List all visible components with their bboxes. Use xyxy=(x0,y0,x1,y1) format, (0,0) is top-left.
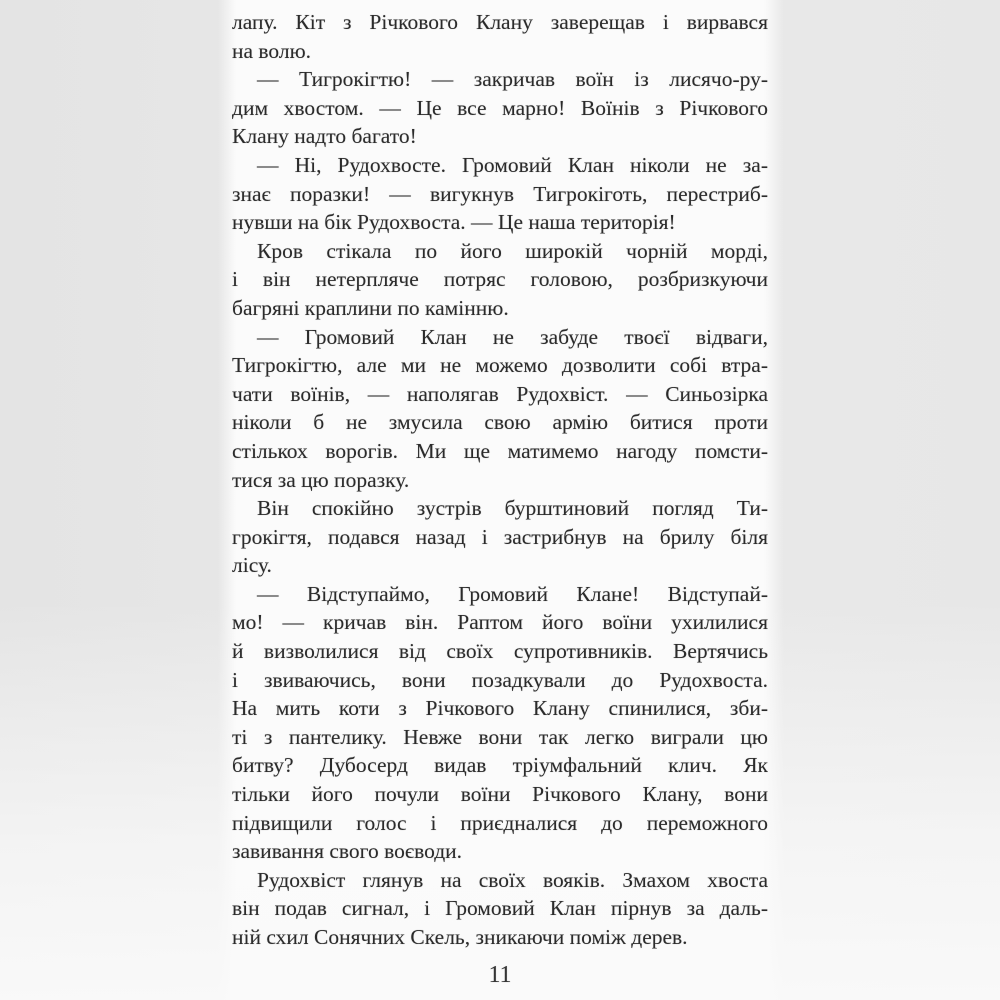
text-line: знає поразки! — вигукнув Тигрокіготь, перестриб- xyxy=(232,181,768,206)
text-line: завивання свого воєводи. xyxy=(232,839,463,864)
paragraph xyxy=(232,151,768,237)
text-line: битву? Дубосерд видав тріумфальний клич. Як xyxy=(232,753,768,778)
text-line: — Ні, Рудохвосте. Громовий Клан ніколи не за- xyxy=(257,152,768,177)
text-line: — Громовий Клан не забуде твоєї відваги, xyxy=(257,324,768,349)
text-line: На мить коти з Річкового Клану спинилися, зби- xyxy=(232,696,768,721)
text-line: багряні краплини по камінню. xyxy=(232,295,509,320)
paragraph xyxy=(232,8,768,65)
text-line: Рудохвіст глянув на своїх вояків. Змахом хвоста xyxy=(257,867,768,892)
text-line: Тигрокігтю, але ми не можемо дозволити собі втра- xyxy=(232,353,768,378)
text-line: грокігтя, подався назад і застрибнув на брилу біля xyxy=(232,524,768,549)
text-line: ті з пантелику. Невже вони так легко виграли цю xyxy=(232,724,768,749)
paragraph xyxy=(232,494,768,580)
page-number: 11 xyxy=(488,962,512,988)
text-line: він подав сигнал, і Громовий Клан пірнув за даль- xyxy=(232,896,768,921)
paragraph xyxy=(232,65,768,151)
text-line: — Відступаймо, Громовий Клане! Відступай- xyxy=(257,581,768,606)
text-line: Клану надто багато! xyxy=(232,124,417,149)
text-line: тися за цю поразку. xyxy=(232,467,410,492)
text-line: й визволилися від своїх супротивників. Вертячись xyxy=(232,639,768,664)
paragraph xyxy=(232,323,768,495)
text-line: і звиваючись, вони позадкували до Рудохвоста. xyxy=(232,667,768,692)
text-line: на волю. xyxy=(232,38,312,63)
text-line: Кров стікала по його широкій чорній морді, xyxy=(257,238,768,263)
text-line: ніколи б не змусила свою армію битися проти xyxy=(232,410,768,435)
paragraph xyxy=(232,866,768,952)
text-line: нувши на бік Рудохвоста. — Це наша територія! xyxy=(232,210,676,235)
text-line: мо! — кричав він. Раптом його воїни ухилилися xyxy=(232,610,768,635)
text-line: тільки його почули воїни Річкового Клану, вони xyxy=(232,782,768,807)
text-line: підвищили голос і приєдналися до переможного xyxy=(232,810,768,835)
paragraph xyxy=(232,580,768,866)
page-text-block xyxy=(232,8,768,952)
text-line: чати воїнів, — наполягав Рудохвіст. — Синьозірка xyxy=(232,381,768,406)
text-line: стількох ворогів. Ми ще матимемо нагоду помсти- xyxy=(232,438,768,463)
text-line: Він спокійно зустрів бурштиновий погляд Ти- xyxy=(257,496,768,521)
paragraph xyxy=(232,237,768,323)
text-line: лапу. Кіт з Річкового Клану заверещав і вирвався xyxy=(232,10,768,34)
text-line: лісу. xyxy=(232,553,272,578)
text-line: — Тигрокігтю! — закричав воїн із лисячо-ру- xyxy=(257,67,768,92)
text-line: і він нетерпляче потряс головою, розбризкуючи xyxy=(232,267,768,292)
text-line: дим хвостом. — Це все марно! Воїнів з Річкового xyxy=(232,95,768,120)
text-line: ній схил Сонячних Скель, зникаючи поміж дерев. xyxy=(232,925,688,949)
